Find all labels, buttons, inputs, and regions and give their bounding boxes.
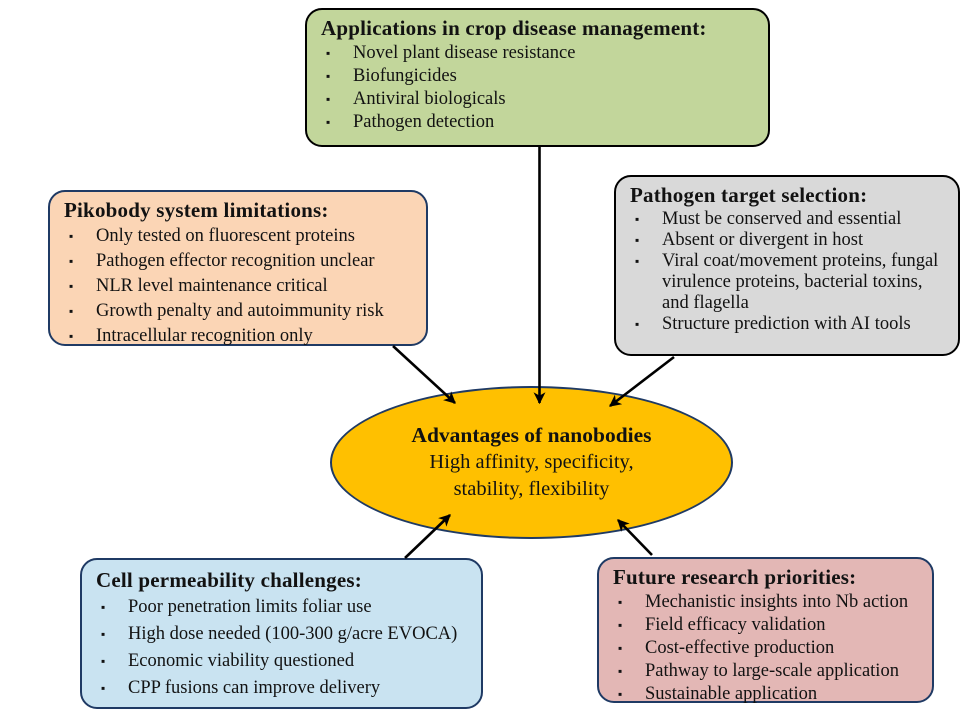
square-bullet-icon: ▪ [101, 681, 106, 695]
bullet-item [321, 88, 758, 111]
bullet-text: Pathogen effector recognition unclear [96, 251, 375, 271]
bullet-text: Intracellular recognition only [96, 326, 313, 346]
square-bullet-icon: ▪ [635, 233, 640, 247]
box-pathogen-target [614, 175, 960, 356]
bullet-item [64, 299, 416, 324]
box-title: Pathogen target selection: [630, 183, 868, 207]
bullet-item [630, 209, 948, 230]
box-future-research [597, 557, 934, 703]
bullet-text: Biofungicides [353, 66, 457, 86]
bullet-text: Pathogen detection [353, 112, 495, 132]
bullet-item [321, 42, 758, 65]
bullet-text: Cost-effective production [645, 638, 835, 658]
center-ellipse [330, 386, 733, 539]
bullet-text: Field efficacy validation [645, 615, 826, 635]
square-bullet-icon: ▪ [326, 69, 331, 83]
bullet-item [64, 224, 416, 249]
bullet-item [321, 111, 758, 134]
bullet-item [96, 675, 471, 702]
bullet-item [630, 251, 948, 314]
ellipse-title: Advantages of nanobodies [411, 423, 652, 447]
box-pikobody-limitations [48, 190, 428, 346]
square-bullet-icon: ▪ [69, 329, 74, 343]
bullet-text: Pathway to large-scale application [645, 661, 899, 681]
bullet-list [321, 42, 758, 134]
box-title: Future research priorities: [613, 565, 857, 589]
bullet-text: Novel plant disease resistance [353, 43, 576, 63]
bullet-text: Sustainable application [645, 684, 818, 704]
box-applications [305, 8, 770, 147]
bullet-text: Structure prediction with AI tools [662, 314, 911, 334]
bullet-item [613, 660, 922, 683]
bullet-text: Only tested on fluorescent proteins [96, 226, 355, 246]
square-bullet-icon: ▪ [101, 654, 106, 668]
bullet-item [64, 324, 416, 349]
bullet-text: Growth penalty and autoimmunity risk [96, 301, 384, 321]
square-bullet-icon: ▪ [618, 664, 623, 678]
bullet-text: Viral coat/movement proteins, fungal virulence proteins, bacterial toxins, and flagella [662, 251, 939, 313]
bullet-text: Antiviral biologicals [353, 89, 506, 109]
square-bullet-icon: ▪ [326, 46, 331, 60]
bullet-text: CPP fusions can improve delivery [128, 678, 381, 698]
bullet-item [630, 230, 948, 251]
ellipse-subtitle-line1: High affinity, specificity, [429, 451, 634, 473]
bullet-item [96, 648, 471, 675]
bullet-item [64, 274, 416, 299]
bullet-text: Poor penetration limits foliar use [128, 597, 372, 617]
box-title: Pikobody system limitations: [64, 198, 329, 222]
bullet-item [613, 614, 922, 637]
bullet-text: Absent or divergent in host [662, 230, 864, 250]
square-bullet-icon: ▪ [635, 212, 640, 226]
bullet-list [630, 209, 948, 335]
bullet-list [96, 594, 471, 702]
square-bullet-icon: ▪ [69, 304, 74, 318]
bullet-item [630, 314, 948, 335]
bullet-item [64, 249, 416, 274]
square-bullet-icon: ▪ [635, 317, 640, 331]
square-bullet-icon: ▪ [101, 600, 106, 614]
bullet-list [64, 224, 416, 349]
bullet-text: Economic viability questioned [128, 651, 355, 671]
bullet-item [613, 683, 922, 706]
bullet-item [613, 637, 922, 660]
bullet-text: NLR level maintenance critical [96, 276, 328, 296]
square-bullet-icon: ▪ [618, 641, 623, 655]
square-bullet-icon: ▪ [101, 627, 106, 641]
bullet-text: Mechanistic insights into Nb action [645, 592, 909, 612]
square-bullet-icon: ▪ [618, 618, 623, 632]
ellipse-subtitle-line2: stability, flexibility [453, 478, 610, 500]
box-cell-permeability [80, 558, 483, 709]
square-bullet-icon: ▪ [618, 595, 623, 609]
bullet-item [96, 621, 471, 648]
bullet-list [613, 591, 922, 706]
square-bullet-icon: ▪ [618, 687, 623, 701]
bullet-text: High dose needed (100-300 g/acre EVOCA) [128, 624, 458, 644]
square-bullet-icon: ▪ [326, 115, 331, 129]
square-bullet-icon: ▪ [69, 279, 74, 293]
square-bullet-icon: ▪ [326, 92, 331, 106]
square-bullet-icon: ▪ [69, 254, 74, 268]
bullet-item [321, 65, 758, 88]
square-bullet-icon: ▪ [635, 254, 640, 268]
box-title: Applications in crop disease management: [321, 16, 707, 40]
bullet-item [96, 594, 471, 621]
square-bullet-icon: ▪ [69, 229, 74, 243]
bullet-text: Must be conserved and essential [662, 209, 902, 229]
bullet-item [613, 591, 922, 614]
box-title: Cell permeability challenges: [96, 568, 362, 592]
